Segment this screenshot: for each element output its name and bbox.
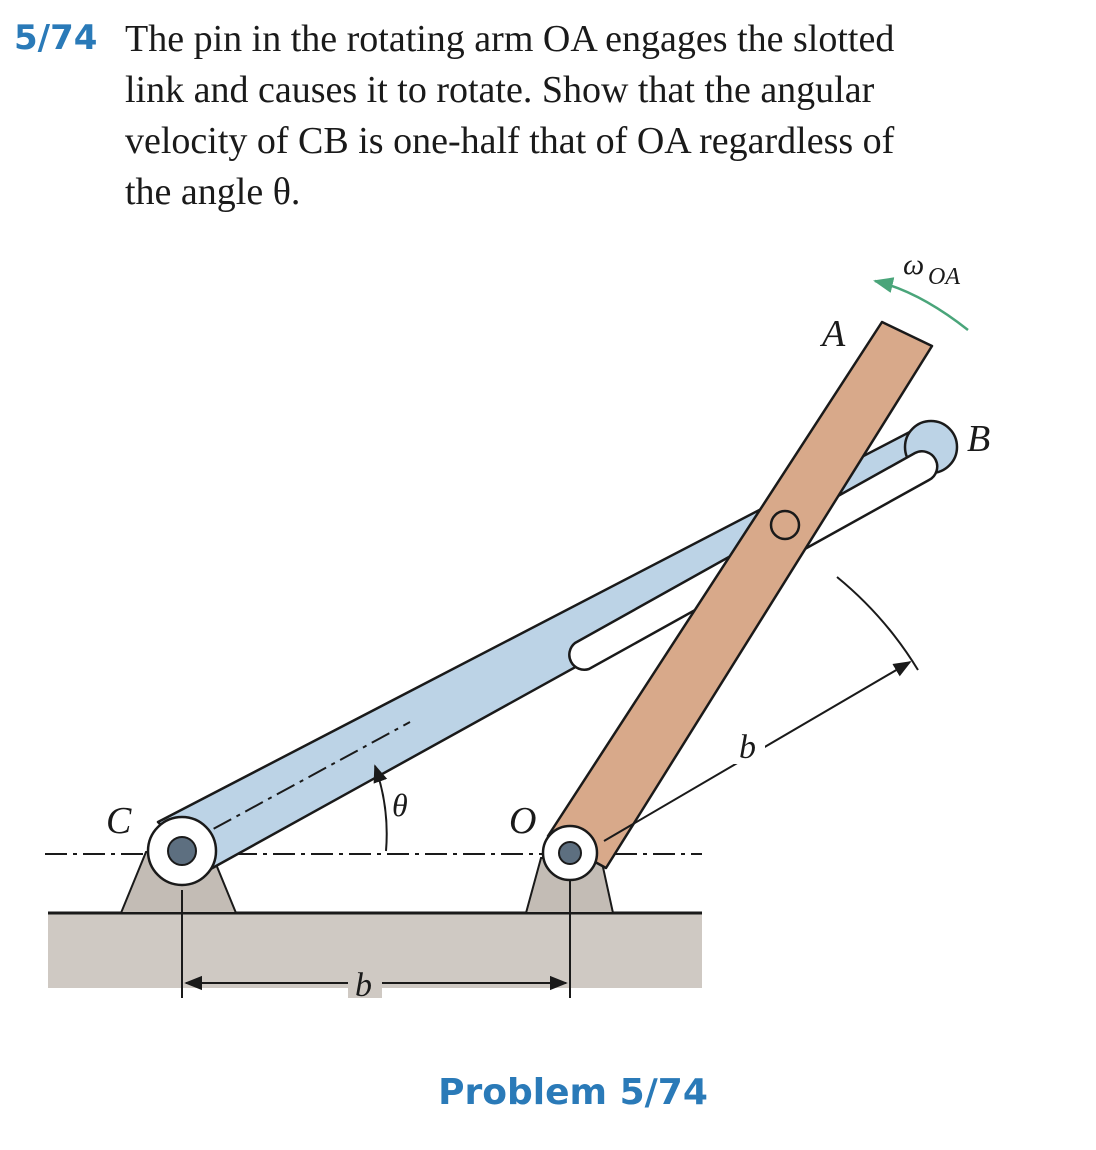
problem-text-line: the angle θ. — [125, 171, 301, 213]
pin — [771, 511, 799, 539]
problem-text-line: link and causes it to rotate. Show that the angular — [125, 69, 875, 111]
theta-arc — [375, 766, 387, 851]
radius-arc — [837, 577, 918, 670]
label-c: C — [106, 800, 132, 842]
hub-o — [543, 826, 597, 880]
label-b: B — [967, 418, 991, 460]
label-b-radius: b — [739, 729, 756, 766]
label-b-bottom: b — [355, 967, 372, 1004]
hub-c — [148, 817, 216, 885]
label-a: A — [822, 313, 846, 355]
problem-text-line: velocity of CB is one-half that of OA regardless of — [125, 120, 895, 162]
label-o: O — [509, 800, 537, 842]
label-omega-subscript: OA — [928, 264, 960, 290]
figure-caption: Problem 5/74 — [438, 1072, 708, 1113]
label-omega: ω — [903, 248, 925, 281]
problem-number: 5/74 — [14, 18, 98, 58]
label-theta: θ — [392, 787, 408, 823]
problem-text-line: The pin in the rotating arm OA engages the slotted — [125, 18, 895, 60]
